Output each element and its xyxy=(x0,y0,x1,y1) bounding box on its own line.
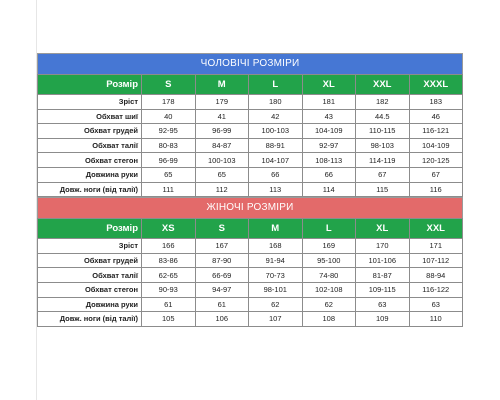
table-cell: 74-80 xyxy=(302,268,356,283)
table-cell: 108-113 xyxy=(302,153,356,168)
table-cell: 169 xyxy=(302,239,356,254)
table-cell: 70-73 xyxy=(249,268,303,283)
men-size-col: S xyxy=(142,75,196,95)
table-cell: 62 xyxy=(249,297,303,312)
table-cell: 120-125 xyxy=(409,153,463,168)
table-cell: 109 xyxy=(356,312,410,327)
men-size-col: M xyxy=(195,75,249,95)
men-size-col: L xyxy=(249,75,303,95)
table-cell: 46 xyxy=(409,109,463,124)
table-cell: 110 xyxy=(409,312,463,327)
women-size-col: XL xyxy=(356,219,410,239)
table-cell: 42 xyxy=(249,109,303,124)
table-row xyxy=(38,182,463,197)
row-label: Обхват грудей xyxy=(38,253,142,268)
table-cell: 114-119 xyxy=(356,153,410,168)
table-cell: 106 xyxy=(195,312,249,327)
table-cell: 96-99 xyxy=(142,153,196,168)
men-size-col: XXL xyxy=(356,75,410,95)
table-row xyxy=(38,282,463,297)
table-cell: 83-86 xyxy=(142,253,196,268)
table-row xyxy=(38,167,463,182)
table-cell: 80-83 xyxy=(142,138,196,153)
table-row xyxy=(38,312,463,327)
women-size-col: XXL xyxy=(409,219,463,239)
men-size-header-label: Розмір xyxy=(38,75,142,95)
table-row xyxy=(38,95,463,110)
table-cell: 109-115 xyxy=(356,282,410,297)
table-row xyxy=(38,124,463,139)
table-cell: 98-103 xyxy=(356,138,410,153)
table-cell: 91-94 xyxy=(249,253,303,268)
table-cell: 98-101 xyxy=(249,282,303,297)
row-label: Довжина руки xyxy=(38,167,142,182)
table-cell: 179 xyxy=(195,95,249,110)
table-cell: 92-97 xyxy=(302,138,356,153)
men-header-row xyxy=(38,75,463,95)
size-chart xyxy=(37,53,463,327)
table-cell: 61 xyxy=(195,297,249,312)
table-row xyxy=(38,268,463,283)
table-cell: 40 xyxy=(142,109,196,124)
table-cell: 62-65 xyxy=(142,268,196,283)
women-size-header-label: Розмір xyxy=(38,219,142,239)
table-cell: 67 xyxy=(409,167,463,182)
row-label: Довжина руки xyxy=(38,297,142,312)
table-cell: 87-90 xyxy=(195,253,249,268)
women-sizes-title: ЖІНОЧІ РОЗМІРИ xyxy=(37,197,463,218)
table-cell: 96-99 xyxy=(195,124,249,139)
men-size-col: XXXL xyxy=(409,75,463,95)
table-cell: 104-107 xyxy=(249,153,303,168)
table-cell: 104-109 xyxy=(409,138,463,153)
table-cell: 180 xyxy=(249,95,303,110)
table-row xyxy=(38,239,463,254)
table-cell: 67 xyxy=(356,167,410,182)
table-row xyxy=(38,253,463,268)
row-label: Довж. ноги (від талії) xyxy=(38,312,142,327)
row-label: Зріст xyxy=(38,95,142,110)
table-cell: 181 xyxy=(302,95,356,110)
women-size-table xyxy=(37,218,463,327)
table-cell: 115 xyxy=(356,182,410,197)
table-cell: 63 xyxy=(409,297,463,312)
table-cell: 108 xyxy=(302,312,356,327)
table-cell: 92-95 xyxy=(142,124,196,139)
table-cell: 110-115 xyxy=(356,124,410,139)
table-cell: 170 xyxy=(356,239,410,254)
men-size-col: XL xyxy=(302,75,356,95)
row-label: Обхват талії xyxy=(38,138,142,153)
women-size-col: M xyxy=(249,219,303,239)
table-cell: 66 xyxy=(302,167,356,182)
men-size-table xyxy=(37,74,463,197)
table-cell: 183 xyxy=(409,95,463,110)
table-cell: 167 xyxy=(195,239,249,254)
table-row xyxy=(38,153,463,168)
table-cell: 88-94 xyxy=(409,268,463,283)
table-cell: 182 xyxy=(356,95,410,110)
men-sizes-title: ЧОЛОВІЧІ РОЗМІРИ xyxy=(37,53,463,74)
table-cell: 90-93 xyxy=(142,282,196,297)
table-cell: 116-121 xyxy=(409,124,463,139)
table-cell: 114 xyxy=(302,182,356,197)
table-cell: 65 xyxy=(195,167,249,182)
table-cell: 105 xyxy=(142,312,196,327)
row-label: Обхват стегон xyxy=(38,153,142,168)
women-size-col: XS xyxy=(142,219,196,239)
table-cell: 44.5 xyxy=(356,109,410,124)
table-cell: 63 xyxy=(356,297,410,312)
row-label: Обхват шиї xyxy=(38,109,142,124)
table-cell: 102-108 xyxy=(302,282,356,297)
row-label: Обхват талії xyxy=(38,268,142,283)
table-cell: 61 xyxy=(142,297,196,312)
table-cell: 94-97 xyxy=(195,282,249,297)
table-row xyxy=(38,138,463,153)
table-cell: 65 xyxy=(142,167,196,182)
table-cell: 166 xyxy=(142,239,196,254)
row-label: Зріст xyxy=(38,239,142,254)
table-cell: 88-91 xyxy=(249,138,303,153)
table-cell: 95-100 xyxy=(302,253,356,268)
women-header-row xyxy=(38,219,463,239)
table-row xyxy=(38,109,463,124)
table-cell: 171 xyxy=(409,239,463,254)
women-size-col: L xyxy=(302,219,356,239)
row-label: Довж. ноги (від талії) xyxy=(38,182,142,197)
women-size-col: S xyxy=(195,219,249,239)
table-cell: 66 xyxy=(249,167,303,182)
table-cell: 116 xyxy=(409,182,463,197)
table-row xyxy=(38,297,463,312)
table-cell: 116-122 xyxy=(409,282,463,297)
table-cell: 81-87 xyxy=(356,268,410,283)
table-cell: 113 xyxy=(249,182,303,197)
table-cell: 62 xyxy=(302,297,356,312)
table-cell: 112 xyxy=(195,182,249,197)
table-cell: 84-87 xyxy=(195,138,249,153)
row-label: Обхват грудей xyxy=(38,124,142,139)
table-cell: 41 xyxy=(195,109,249,124)
table-cell: 168 xyxy=(249,239,303,254)
table-cell: 43 xyxy=(302,109,356,124)
table-cell: 111 xyxy=(142,182,196,197)
table-cell: 104-109 xyxy=(302,124,356,139)
table-cell: 66-69 xyxy=(195,268,249,283)
row-label: Обхват стегон xyxy=(38,282,142,297)
table-cell: 107-112 xyxy=(409,253,463,268)
table-cell: 100-103 xyxy=(195,153,249,168)
table-cell: 178 xyxy=(142,95,196,110)
table-cell: 101-106 xyxy=(356,253,410,268)
table-cell: 100-103 xyxy=(249,124,303,139)
table-cell: 107 xyxy=(249,312,303,327)
